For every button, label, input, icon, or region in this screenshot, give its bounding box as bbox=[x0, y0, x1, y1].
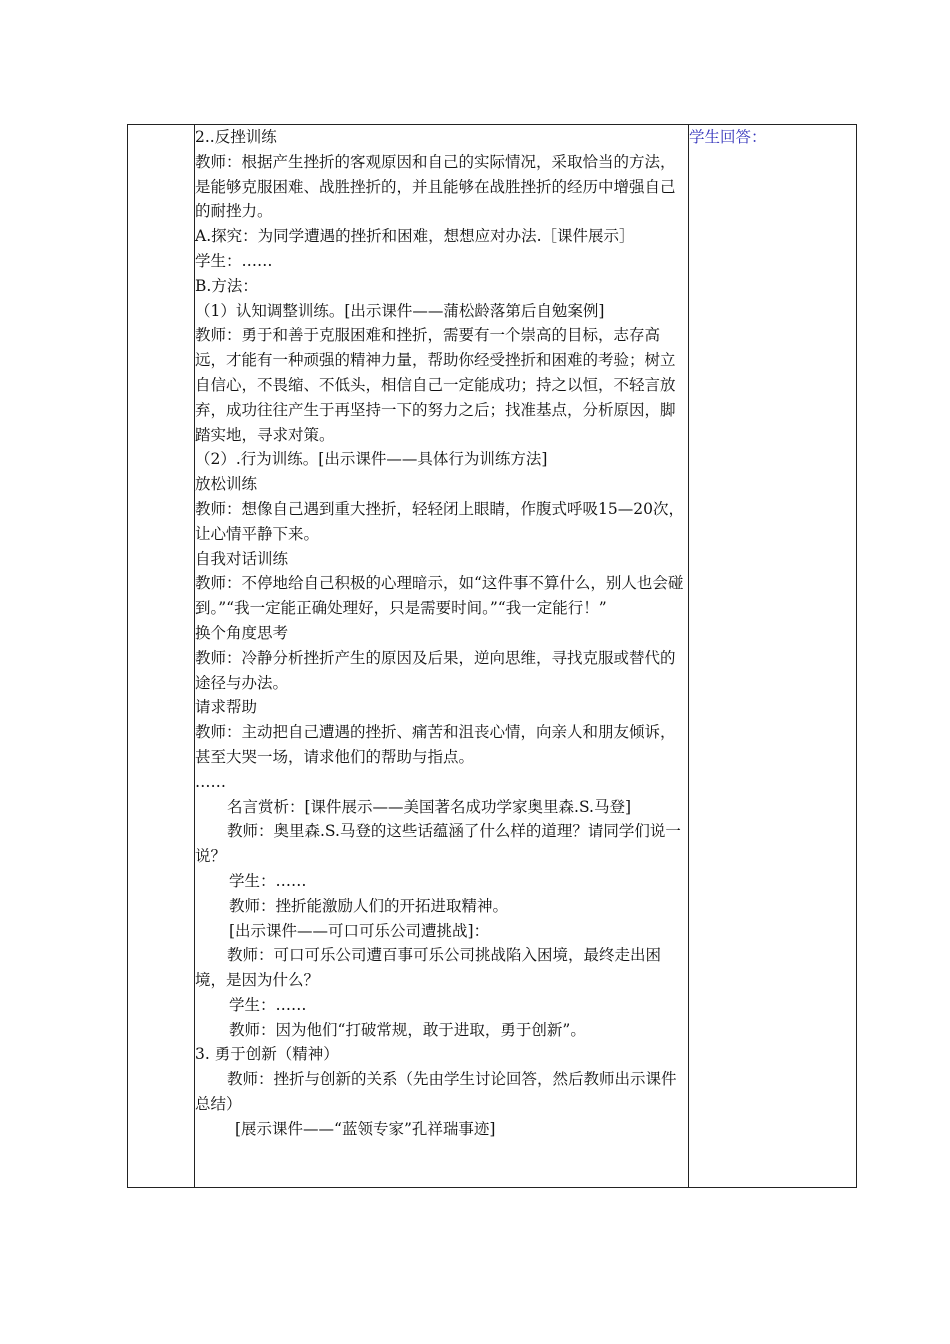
teacher-seek-help-text: 教师：主动把自己遭遇的挫折、痛苦和沮丧心情，向亲人和朋友倾诉，甚至大哭一场，请求他们的帮助与指点。 bbox=[195, 723, 676, 766]
teacher-frustration-motivates: 教师：挫折能激励人们的开拓进取精神。 bbox=[229, 896, 509, 915]
teacher-marden-question: 教师：奥里森.S.马登的这些话蕴涵了什么样的道理？请同学们说一说？ bbox=[195, 822, 681, 866]
cognitive-training-heading: （1）认知调整训练。[出示课件——蒲松龄落第后自勉案例] bbox=[195, 301, 605, 320]
teacher-coca-cola-question: 教师：可口可乐公司遭百事可乐公司挑战陷入困境，最终走出困境，是因为什么？ bbox=[195, 946, 662, 990]
student-answer-text: 学生：…… bbox=[229, 871, 307, 890]
methods-heading: B.方法： bbox=[195, 276, 258, 295]
blue-collar-expert-slide-text: [展示课件——“蓝领专家”孔祥瑞事迹] bbox=[235, 1119, 496, 1138]
empty-left-cell bbox=[128, 125, 195, 1188]
table-row bbox=[128, 125, 857, 1188]
teacher-innovation-relation: 教师：挫折与创新的关系（先由学生讨论回答，然后教师出示课件总结） bbox=[195, 1070, 677, 1114]
student-response-label: 学生回答： bbox=[689, 128, 767, 146]
relaxation-heading: 放松训练 bbox=[195, 475, 258, 494]
teacher-innovation-answer: 教师：因为他们“打破常规，敢于进取，勇于创新”。 bbox=[229, 1020, 586, 1039]
self-talk-heading: 自我对话训练 bbox=[195, 549, 289, 568]
quote-appreciation-text: 名言赏析：[课件展示——美国著名成功学家奥里森.S.马登] bbox=[227, 797, 632, 816]
teacher-relaxation-text: 教师：想像自己遇到重大挫折，轻轻闭上眼睛，作腹式呼吸15—20次，让心情平静下来。 bbox=[195, 499, 684, 543]
student-answer-text: 学生：…… bbox=[229, 995, 307, 1014]
student-response-cell bbox=[689, 125, 857, 1188]
section-heading-anti-frustration: 2..反挫训练 bbox=[195, 128, 277, 146]
perspective-heading: 换个角度思考 bbox=[195, 623, 289, 642]
teacher-cognitive-text: 教师：勇于和善于克服困难和挫折，需要有一个崇高的目标，志存高远，才能有一种顽强的精神力量，帮助你经受挫折和困难的考验；树立自信心，不畏缩、不低头，相信自己一定能成功；持之以恒，不轻言放弃，成功往往产生于再坚持一下的努力之后；找准基点，分析原因，脚踏实地，寻求对策。 bbox=[195, 326, 676, 444]
teacher-self-talk-text: 教师：不停地给自己积极的心理暗示，如“这件事不算什么，别人也会碰到。”“我一定能正确处理好，只是需要时间。”“我一定能行！” bbox=[195, 574, 684, 618]
seek-help-heading: 请求帮助 bbox=[195, 698, 258, 717]
lesson-content-cell bbox=[195, 125, 689, 1188]
lesson-plan-table bbox=[127, 124, 857, 1188]
teacher-intro-text: 教师：根据产生挫折的客观原因和自己的实际情况，采取恰当的方法，是能够克服困难、战胜挫折的，并且能够在战胜挫折的经历中增强自己的耐挫力。 bbox=[195, 152, 676, 221]
explore-text: A.探究：为同学遭遇的挫折和困难，想想应对办法.［课件展示］ bbox=[195, 227, 635, 246]
coca-cola-slide-text: [出示课件——可口可乐公司遭挑战]： bbox=[229, 921, 490, 940]
behavior-training-heading: （2）.行为训练。[出示课件——具体行为训练方法] bbox=[195, 450, 548, 469]
innovation-heading: 3. 勇于创新（精神） bbox=[195, 1045, 339, 1064]
student-answer-text: 学生：…… bbox=[195, 251, 273, 270]
ellipsis-text: …… bbox=[195, 772, 226, 791]
teacher-perspective-text: 教师：冷静分析挫折产生的原因及后果，逆向思维，寻找克服或替代的途径与办法。 bbox=[195, 648, 676, 692]
